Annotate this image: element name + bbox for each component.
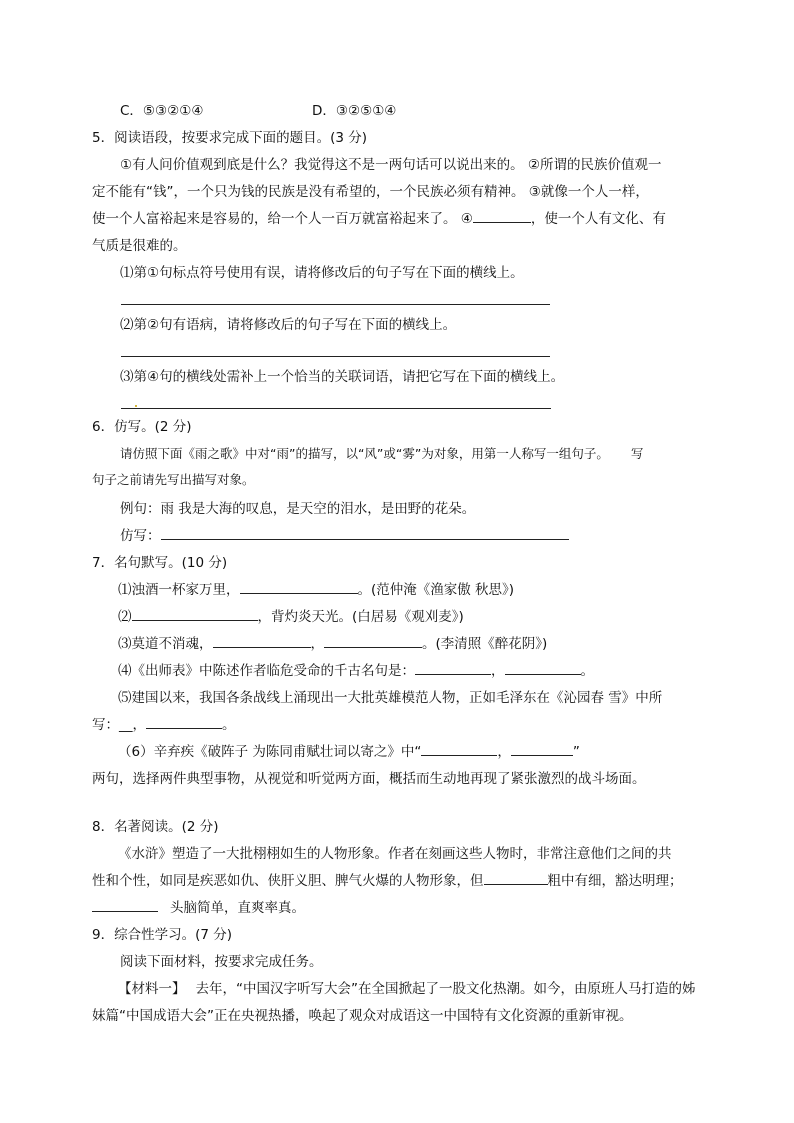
q7-item-3-text: ⑶莫道不消魂， [118, 636, 213, 652]
q7-item-3-source: 。(李清照《醉花阴》) [422, 636, 548, 652]
q5-answer-line-2[interactable] [121, 356, 550, 357]
q9-material-label: 【材料一】 [118, 981, 186, 997]
q8-line-2-tail: 粗中有细，豁达明理； [547, 873, 683, 889]
q7-item-4 [118, 661, 594, 681]
q7-item-2-text: ，背灼炎天光。(白居易《观刈麦》) [257, 609, 464, 625]
q7-item-6-comma: ， [497, 744, 511, 760]
q7-item-5-end: 。 [222, 717, 236, 733]
q7-item-5-blank[interactable] [146, 715, 222, 729]
q6-instruction-line-1 [120, 444, 643, 464]
q5-blank-4[interactable] [473, 209, 531, 223]
q7-item-2-blank[interactable] [132, 607, 258, 621]
q8-line-2-text: 性和个性，如同是疾恶如仇、侠肝义胆、脾气火爆的人物形象，但 [92, 873, 484, 889]
q6-imitate-label: 仿写： [120, 528, 161, 544]
q7-item-1-text: ⑴浊酒一杯家万里， [118, 582, 240, 598]
q6-example: 例句：雨 我是大海的叹息，是天空的泪水，是田野的花朵。 [120, 501, 476, 517]
q7-item-6-line-2: 两句，选择两件典型事物，从视觉和听觉两方面，概括而生动地再现了紧张激烈的战斗场面。 [92, 771, 646, 787]
q9-title: 9．综合性学习。(7 分) [92, 927, 233, 943]
q5-answer-line-3[interactable] [121, 408, 551, 409]
q7-item-6-line-1 [118, 742, 580, 762]
q5-answer-line-1[interactable] [121, 304, 550, 305]
q8-line-3 [92, 898, 305, 918]
q7-item-5-line-1: ⑸建国以来，我国各条战线上涌现出一大批英雄模范人物，正如毛泽东在《沁园春 雪》中所 [118, 690, 663, 706]
q6-imitate-blank[interactable] [161, 526, 569, 540]
q7-item-5-text: 写：__， [92, 717, 146, 733]
q5-paragraph-line-4: 气质是很难的。 [92, 238, 187, 254]
q6-instruction-line-2: 句子之前请先写出描写对象。 [92, 472, 255, 487]
q5-paragraph-line-2: 定不能有“钱”，一个只为钱的民族是没有希望的，一个民族必须有精神。 ③就像一个人一样， [92, 184, 649, 200]
q7-item-4-end: 。 [580, 663, 594, 679]
q9-line-1: 阅读下面材料，按要求完成任务。 [120, 954, 323, 970]
q7-title: 7．名句默写。(10 分) [92, 555, 228, 571]
q9-material-1 [118, 979, 696, 999]
q7-item-6-blank-1[interactable] [421, 742, 497, 756]
q7-item-3-blank-2[interactable] [324, 634, 422, 648]
q9-line-3: 妹篇“中国成语大会”正在央视热播，唤起了观众对成语这一中国特有文化资源的重新审视。 [92, 1008, 633, 1024]
q6-imitate [120, 526, 569, 546]
q5-paragraph-line-3-tail: ，使一个人有文化、有 [530, 211, 666, 227]
q5-paragraph-line-3 [92, 209, 666, 229]
q7-item-3-blank-1[interactable] [213, 634, 311, 648]
q8-line-3-text: 头脑简单，直爽率真。 [170, 900, 305, 916]
option-d: D．③②⑤①④ [312, 103, 397, 119]
q7-item-6-quote: ” [572, 744, 580, 760]
ink-dot [135, 405, 137, 407]
q6-instruction-text: 请仿照下面《雨之歌》中对“雨”的描写，以“风”或“雾”为对象，用第一人称写一组句子。 [120, 446, 609, 461]
q5-sub-3: ⑶第④句的横线处需补上一个恰当的关联词语，请把它写在下面的横线上。 [120, 369, 565, 385]
q5-sub-2: ⑵第②句有语病，请将修改后的句子写在下面的横线上。 [120, 317, 457, 333]
q9-material-text: 去年，“中国汉字听写大会”在全国掀起了一股文化热潮。如今，由原班人马打造的姊 [195, 981, 696, 997]
q8-line-1: 《水浒》塑造了一大批栩栩如生的人物形象。作者在刻画这些人物时，非常注意他们之间的共 [118, 846, 672, 862]
q5-paragraph-line-3-text: 使一个人富裕起来是容易的，给一个人一百万就富裕起来了。 ④ [92, 211, 473, 227]
q5-title: 5．阅读语段，按要求完成下面的题目。(3 分) [92, 130, 368, 146]
q7-item-5-line-2 [92, 715, 236, 735]
q7-item-1 [118, 580, 514, 600]
q8-title: 8．名著阅读。(2 分) [92, 819, 219, 835]
q7-item-6-blank-2[interactable] [511, 742, 573, 756]
q7-item-3 [118, 634, 547, 654]
q5-paragraph-line-1: ①有人问价值观到底是什么？我觉得这不是一两句话可以说出来的。 ②所谓的民族价值观一 [120, 157, 662, 173]
q8-line-2 [92, 871, 683, 891]
q7-item-4-text: ⑷《出师表》中陈述作者临危受命的千古名句是： [118, 663, 415, 679]
option-c: C．⑤③②①④ [120, 103, 204, 119]
q7-item-6-text: （6）辛弃疾《破阵子 为陈同甫赋壮词以寄之》中“ [118, 744, 422, 760]
q7-item-3-comma: ， [310, 636, 324, 652]
q6-instruction-tail: 写 [630, 446, 644, 461]
q8-blank-1[interactable] [484, 871, 548, 885]
q5-sub-1: ⑴第①句标点符号使用有误，请将修改后的句子写在下面的横线上。 [120, 265, 524, 281]
q7-item-4-blank-1[interactable] [415, 661, 491, 675]
q7-item-4-comma: ， [491, 663, 505, 679]
q7-item-4-blank-2[interactable] [505, 661, 581, 675]
q7-item-1-source: 。(范仲淹《渔家傲 秋思》) [357, 582, 515, 598]
q8-blank-2[interactable] [92, 898, 158, 912]
q7-item-2-num: ⑵ [118, 609, 132, 625]
q7-item-1-blank[interactable] [240, 580, 358, 594]
q7-item-2 [118, 607, 464, 627]
q6-title: 6．仿写。(2 分) [92, 419, 192, 435]
